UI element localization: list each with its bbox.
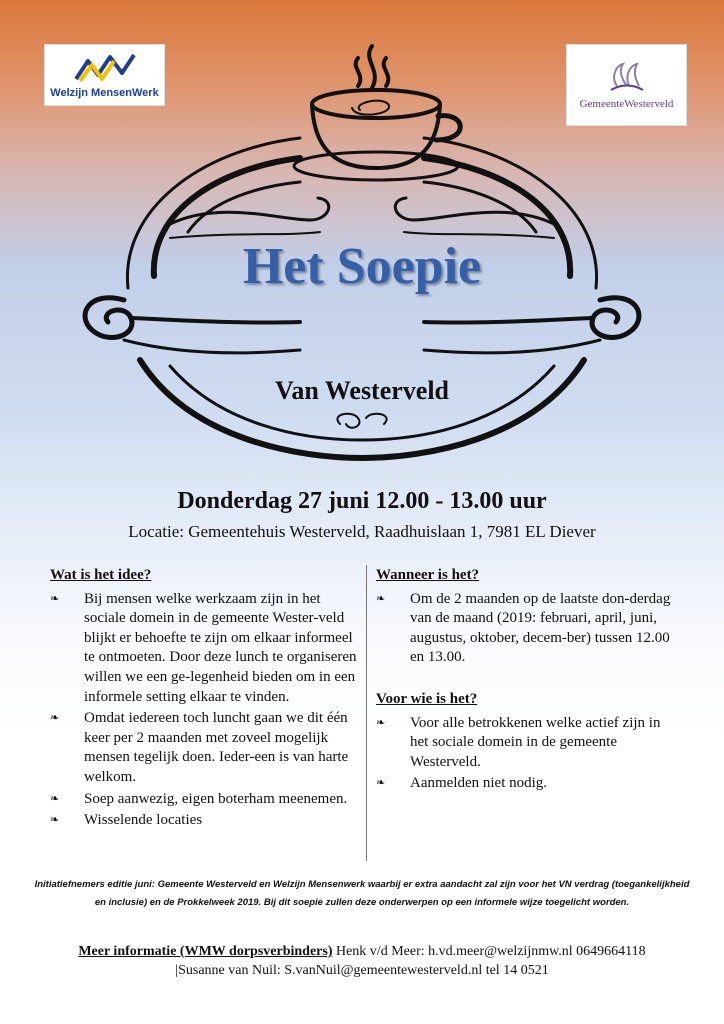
list-item-text: Wisselende locaties bbox=[84, 812, 203, 829]
when-who-column bbox=[376, 566, 676, 796]
swirl-bullet-icon: ❧ bbox=[50, 792, 60, 805]
swirl-bullet-icon: ❧ bbox=[376, 716, 386, 729]
list-item-text: Aanmelden niet nodig. bbox=[410, 775, 548, 792]
idea-heading: Wat is het idee? bbox=[50, 567, 152, 583]
list-item bbox=[376, 714, 676, 773]
list-item bbox=[50, 811, 360, 831]
swirl-bullet-icon: ❧ bbox=[376, 592, 386, 605]
initiators-note: Initiatiefnemers editie juni: Gemeente Westerveld en Welzijn Mensenwerk waarbij er extra aandacht zal zijn voor het VN verdrag (toegankelijkheid en inclusie) en de Prokkelweek 2019. Bij dit soepie zullen deze onderwerpen op een informele wijze toegelicht worden. bbox=[34, 879, 690, 908]
contact-label: Meer informatie (WMW dorpsverbinders) bbox=[78, 944, 333, 959]
who-list bbox=[376, 714, 676, 794]
swirl-bullet-icon: ❧ bbox=[376, 777, 386, 790]
list-item bbox=[376, 590, 676, 668]
when-heading: Wanneer is het? bbox=[376, 567, 480, 583]
soup-cup-icon bbox=[294, 90, 460, 180]
contact-henk: Henk v/d Meer: h.vd.meer@welzijnmw.nl 0649664118 bbox=[332, 944, 646, 959]
list-item bbox=[50, 709, 360, 787]
who-heading: Voor wie is het? bbox=[376, 690, 478, 707]
when-list bbox=[376, 590, 676, 668]
event-date: Donderdag 27 juni 12.00 - 13.00 uur bbox=[177, 488, 547, 514]
westerveld-logo-text: GemeenteWesterveld bbox=[579, 98, 674, 110]
list-item-text: Omdat iedereen toch luncht gaan we dit één keer per 2 maanden met zoveel mogelijk mensen tegelijk doen. Ieder-een is van harte welkom. bbox=[84, 710, 349, 785]
steam-icon bbox=[356, 46, 389, 88]
welzijn-logo-text: Welzijn MensenWerk bbox=[50, 87, 159, 99]
contact-line-1 bbox=[0, 944, 724, 960]
list-item bbox=[50, 590, 360, 708]
page-subtitle: Van Westerveld bbox=[274, 376, 450, 405]
list-item bbox=[376, 774, 676, 794]
list-item-text: Voor alle betrokkenen welke actief zijn in het sociale domein in de gemeente Westerveld. bbox=[410, 714, 661, 770]
page-title: Het Soepie bbox=[242, 238, 482, 295]
list-item-text: Bij mensen welke werkzaam zijn in het sociale domein in de gemeente Wester-veld blijkt er behoefte te zijn om elkaar informeel te ontmoeten. Door deze lunch te organiseren willen we een ge-legenheid bieden om in een informele setting elkaar te vinden. bbox=[84, 590, 357, 705]
swirl-bullet-icon: ❧ bbox=[50, 814, 60, 827]
list-item-text: Soep aanwezig, eigen boterham meenemen. bbox=[84, 790, 348, 807]
swirl-bullet-icon: ❧ bbox=[50, 712, 60, 725]
column-divider bbox=[366, 565, 367, 861]
contact-line-2: |Susanne van Nuil: S.vanNuil@gemeentewesterveld.nl tel 14 0521 bbox=[175, 963, 549, 978]
list-item bbox=[50, 790, 360, 810]
list-item-text: Om de 2 maanden op de laatste don-derdag van de maand (2019: februari, april, juni, augustus, oktober, decem-ber) tussen 12.00 en 13.00. bbox=[410, 590, 671, 666]
idea-column bbox=[50, 566, 360, 833]
event-location: Locatie: Gemeentehuis Westerveld, Raadhuislaan 1, 7981 EL Diever bbox=[128, 522, 596, 541]
idea-list bbox=[50, 590, 360, 831]
swirl-bullet-icon: ❧ bbox=[50, 592, 60, 605]
